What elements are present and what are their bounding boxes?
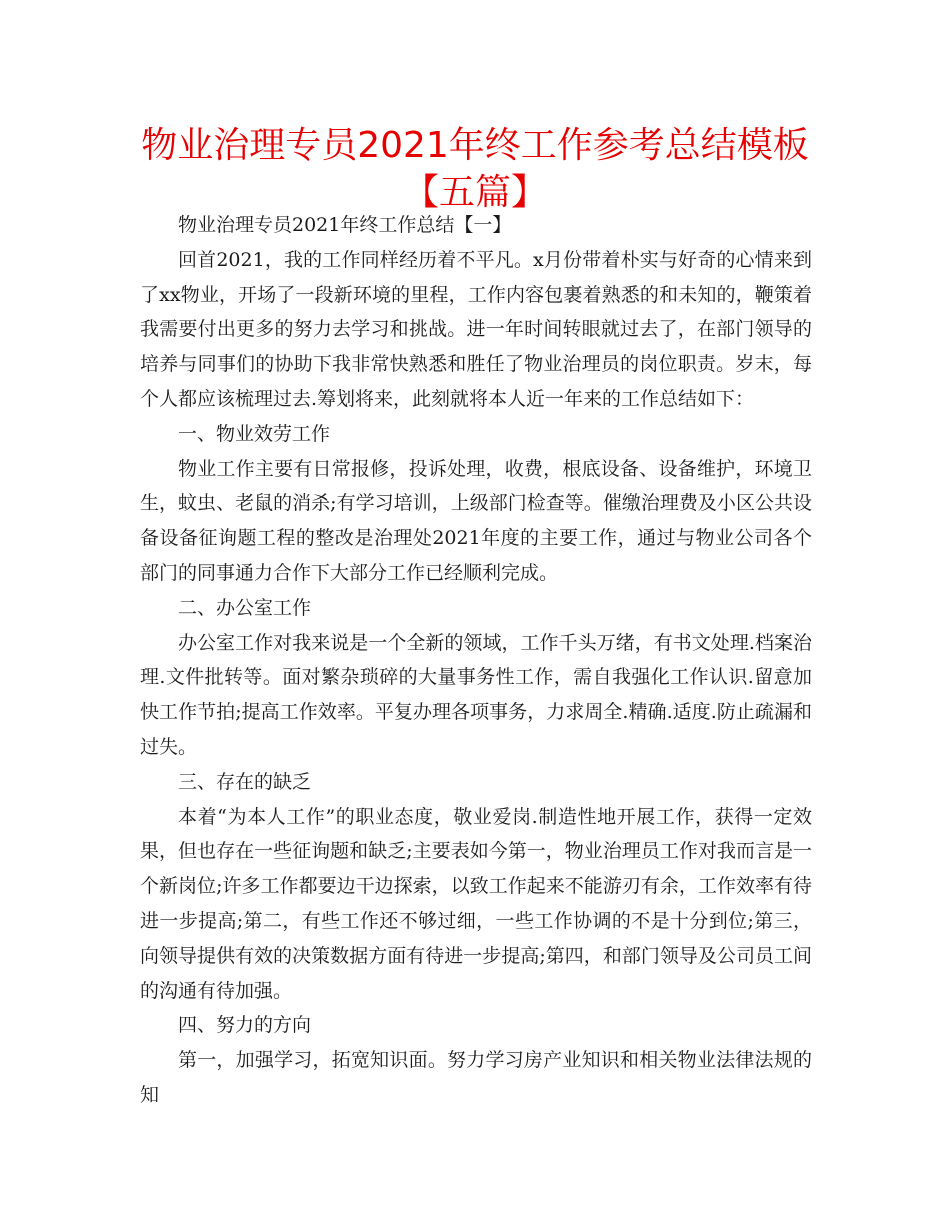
section-heading-3: 三、存在的缺乏 <box>178 770 312 793</box>
paragraph-section-2: 办公室工作对我来说是一个全新的领域，工作千头万绪，有书文处理.档案治理.文件批转等。面对繁杂琐碎的大量事务性工作，需自我强化工作认识.留意加快工作节拍;提高工作效率。平复办理各项事务，力求周全.精确.适度.防止疏漏和过失。 <box>140 631 812 758</box>
document-title: 物业治理专员2021年终工作参考总结模板【五篇】 <box>141 125 809 213</box>
section-heading-4: 四、努力的方向 <box>178 1014 312 1037</box>
section-subtitle: 物业治理专员2021年终工作总结【一】 <box>178 214 512 236</box>
document-body <box>140 208 812 1113</box>
paragraph-section-4: 第一，加强学习，拓宽知识面。努力学习房产业知识和相关物业法律法规的知 <box>140 1049 812 1106</box>
section-heading-2: 二、办公室工作 <box>178 596 312 619</box>
section-heading-1: 一、物业效劳工作 <box>178 422 331 445</box>
paragraph-section-1: 物业工作主要有日常报修，投诉处理，收费，根底设备、设备维护，环境卫生，蚊虫、老鼠的消杀;有学习培训，上级部门检查等。催缴治理费及小区公共设备设备征询题工程的整改是治理处2021年度的主要工作，通过与物业公司各个部门的同事通力合作下大部分工作已经顺利完成。 <box>140 457 812 584</box>
paragraph-intro: 回首2021，我的工作同样经历着不平凡。x月份带着朴实与好奇的心情来到了xx物业，开场了一段新环境的里程，工作内容包裹着熟悉的和未知的，鞭策着我需要付出更多的努力去学习和挑战。进一年时间转眼就过去了，在部门领导的培养与同事们的协助下我非常快熟悉和胜任了物业治理员的岗位职责。岁末，每个人都应该梳理过去.筹划将来，此刻就将本人近一年来的工作总结如下： <box>140 248 812 410</box>
paragraph-section-3: 本着“为本人工作”的职业态度，敬业爱岗.制造性地开展工作，获得一定效果，但也存在一些征询题和缺乏;主要表如今第一，物业治理员工作对我而言是一个新岗位;许多工作都要边干边探索，以致工作起来不能游刃有余，工作效率有待进一步提高;第二，有些工作还不够过细，一些工作协调的不是十分到位;第三，向领导提供有效的决策数据方面有待进一步提高;第四，和部门领导及公司员工间的沟通有待加强。 <box>140 805 812 1002</box>
